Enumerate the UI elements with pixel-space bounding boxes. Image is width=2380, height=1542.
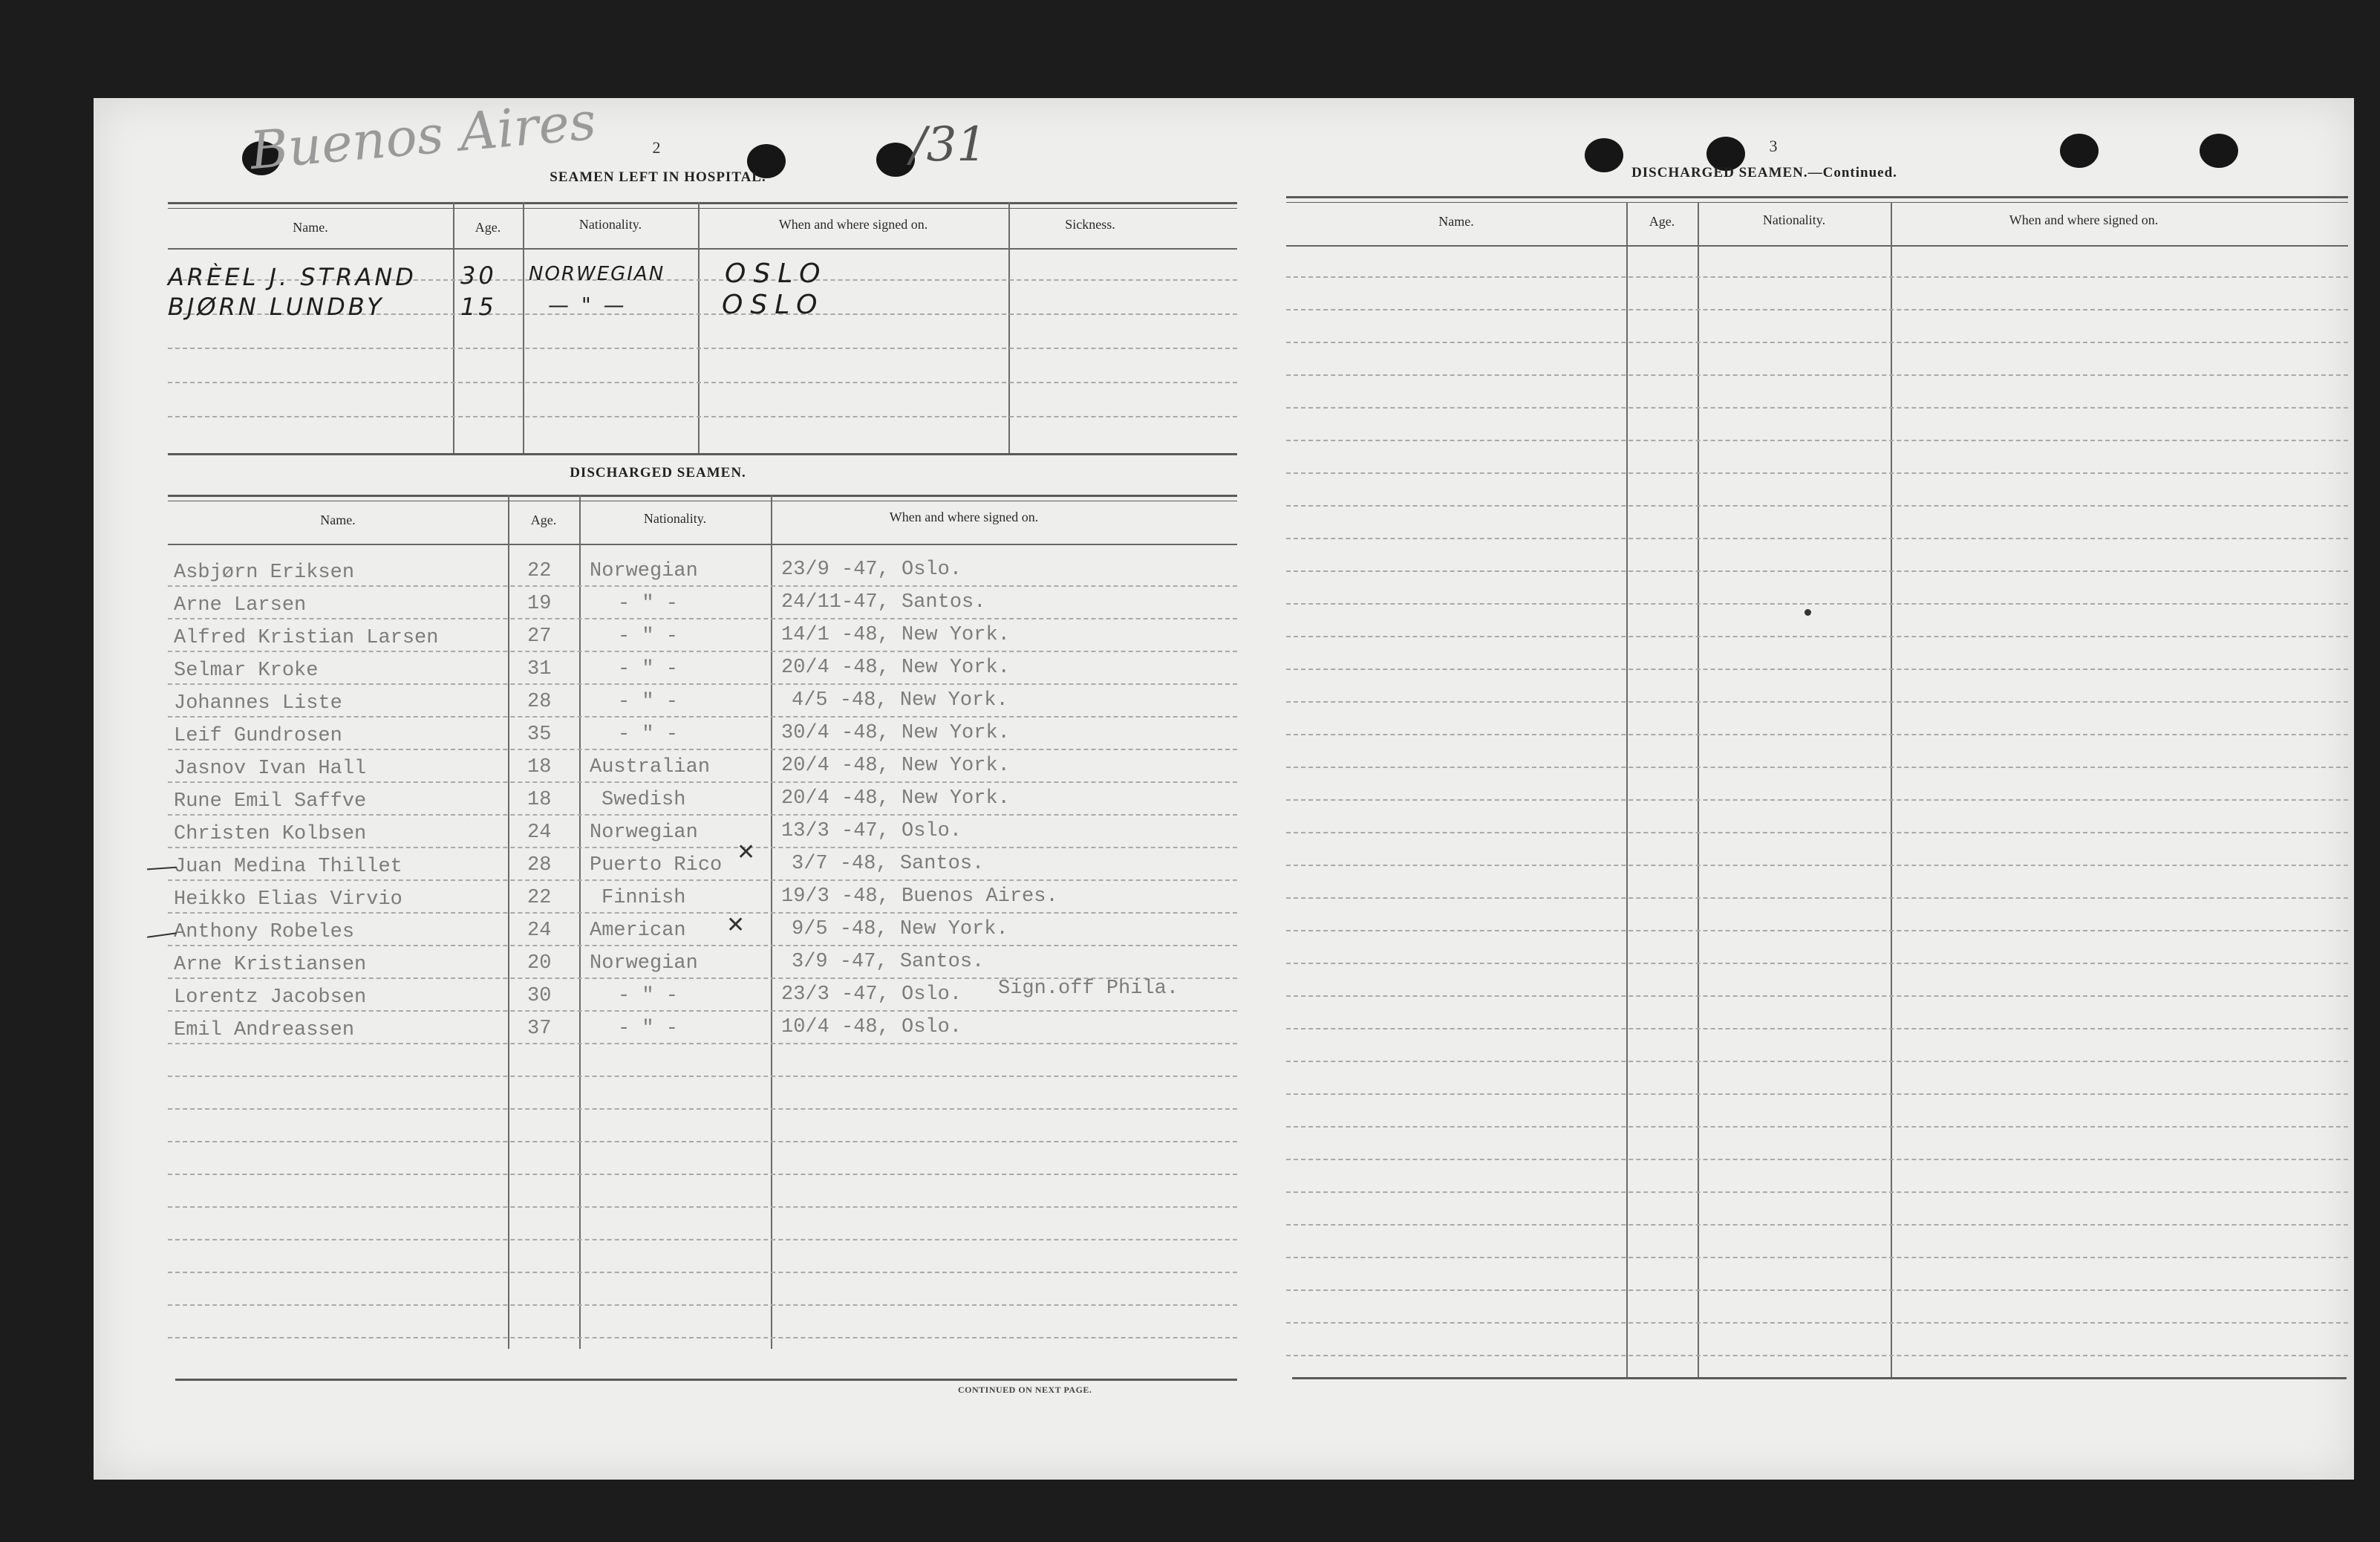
seaman-name: Rune Emil Saffve <box>174 790 367 813</box>
seaman-nationality: American <box>590 920 686 942</box>
seaman-name: Lorentz Jacobsen <box>174 986 367 1009</box>
rule <box>175 1379 1237 1381</box>
seaman-age: 18 <box>527 756 552 778</box>
ruled-line <box>168 1174 1237 1175</box>
seaman-signed-on: 4/5 -48, New York. <box>792 689 1008 712</box>
seaman-nationality: - " - <box>618 985 679 1007</box>
check-mark: ✕ <box>737 840 756 865</box>
ruled-line <box>168 1337 1237 1338</box>
ruled-line <box>168 1010 1237 1012</box>
ruled-line <box>168 945 1237 946</box>
ruled-line <box>1286 1322 2348 1324</box>
seaman-signed-on: 23/9 -47, Oslo. <box>781 559 962 581</box>
column-divider <box>508 495 509 1349</box>
ink-speck <box>1804 609 1811 616</box>
seaman-name: Heikko Elias Virvio <box>174 888 402 911</box>
rule <box>1286 196 2348 198</box>
seaman-age: 27 <box>527 625 552 648</box>
ruled-line <box>168 1206 1237 1208</box>
seaman-signed-on: 3/7 -48, Santos. <box>792 853 985 875</box>
ruled-line <box>1286 995 2348 997</box>
punch-hole <box>2060 134 2099 168</box>
seaman-nationality: Norwegian <box>590 560 698 582</box>
seaman-nationality: Australian <box>590 756 711 778</box>
seaman-age: 37 <box>527 1018 552 1040</box>
rule <box>1286 245 2348 247</box>
seaman-name: Alfred Kristian Larsen <box>174 627 439 649</box>
seaman-signed-on: 14/1 -48, New York. <box>781 624 1010 646</box>
rule <box>168 495 1237 497</box>
seaman-signed-on: 3/9 -47, Santos. <box>792 951 985 973</box>
seaman-signed-on: 23/3 -47, Oslo. <box>781 983 962 1006</box>
ruled-line <box>1286 505 2348 507</box>
discharged-col-name: Name. <box>320 513 356 527</box>
tick-dash <box>147 932 177 938</box>
ruled-line <box>168 879 1237 881</box>
ruled-line <box>168 716 1237 718</box>
hospital-col-signed-on: When and where signed on. <box>778 217 928 232</box>
ruled-line <box>168 618 1237 619</box>
ruled-line <box>1286 1159 2348 1160</box>
seaman-signed-on: 20/4 -48, New York. <box>781 657 1010 679</box>
rule <box>168 202 1237 204</box>
hospital-col-sickness: Sickness. <box>1065 217 1115 232</box>
hospital-row-nationality: — " — <box>548 293 627 317</box>
right-page-number: 3 <box>1769 137 1778 155</box>
ruled-line <box>168 912 1237 914</box>
ruled-line <box>1286 472 2348 474</box>
punch-hole <box>876 143 915 177</box>
seaman-name: Juan Medina Thillet <box>174 856 402 878</box>
discharged-col-nationality: Nationality. <box>643 511 707 526</box>
ruled-line <box>1286 1191 2348 1193</box>
rule <box>1286 202 2348 203</box>
ruled-line <box>1286 1061 2348 1062</box>
seaman-name: Arne Larsen <box>174 594 307 617</box>
seaman-age: 35 <box>527 723 552 746</box>
ruled-line <box>168 814 1237 816</box>
rule <box>168 208 1237 209</box>
ruled-line <box>168 683 1237 685</box>
ruled-line <box>1286 1126 2348 1128</box>
ruled-line <box>1286 668 2348 670</box>
pencil-number-annotation: /31 <box>910 117 987 172</box>
ruled-line <box>1286 1093 2348 1095</box>
seaman-name: Jasnov Ivan Hall <box>174 758 367 780</box>
ruled-line <box>1286 767 2348 768</box>
discharged-col-signed-on: When and where signed on. <box>889 510 1039 524</box>
rule <box>168 453 1237 455</box>
seaman-nationality: - " - <box>618 625 679 648</box>
ruled-line <box>1286 865 2348 866</box>
ruled-line <box>168 1272 1237 1273</box>
seaman-nationality: - " - <box>618 1018 679 1040</box>
hospital-row-nationality: NORWEGIAN <box>529 263 665 285</box>
seaman-name: Emil Andreassen <box>174 1019 355 1041</box>
seaman-signed-on: 9/5 -48, New York. <box>792 918 1008 940</box>
ruled-line <box>1286 1224 2348 1226</box>
ruled-line <box>1286 832 2348 833</box>
ruled-line <box>168 749 1237 750</box>
check-mark: ✕ <box>726 913 746 937</box>
hospital-col-name: Name. <box>293 220 328 235</box>
seaman-age: 22 <box>527 887 552 909</box>
column-divider <box>1698 202 1699 1377</box>
seaman-age: 30 <box>527 985 552 1007</box>
tick-dash <box>147 867 177 871</box>
discharged-col-age: Age. <box>530 513 557 527</box>
ruled-line <box>1286 963 2348 964</box>
left-page-number: 2 <box>652 138 661 157</box>
ruled-line <box>168 781 1237 783</box>
seaman-nationality: - " - <box>618 593 679 615</box>
seaman-signed-on: 20/4 -48, New York. <box>781 755 1010 777</box>
seaman-signed-on: 24/11-47, Santos. <box>781 591 986 614</box>
ruled-line <box>1286 1355 2348 1356</box>
hospital-row-age: 15 <box>460 293 497 321</box>
ruled-line <box>1286 636 2348 637</box>
ruled-line <box>168 585 1237 587</box>
ruled-line <box>1286 374 2348 376</box>
seaman-signed-on: 19/3 -48, Buenos Aires. <box>781 885 1058 908</box>
ruled-line <box>1286 276 2348 278</box>
column-divider <box>1626 202 1628 1377</box>
seaman-name: Selmar Kroke <box>174 660 319 682</box>
seaman-age: 28 <box>527 691 552 713</box>
ruled-line <box>1286 897 2348 899</box>
punch-hole <box>2200 134 2238 168</box>
seaman-signed-on: 10/4 -48, Oslo. <box>781 1016 962 1038</box>
hospital-col-nationality: Nationality. <box>578 217 642 232</box>
ruled-line <box>1286 701 2348 703</box>
seaman-age: 31 <box>527 658 552 680</box>
seaman-name: Arne Kristiansen <box>174 954 367 976</box>
ruled-line <box>168 416 1237 417</box>
seaman-age: 24 <box>527 920 552 942</box>
ruled-line <box>168 382 1237 383</box>
manifest-sheet <box>94 90 2354 1480</box>
ruled-line <box>1286 1028 2348 1029</box>
ruled-line <box>1286 440 2348 441</box>
seaman-signed-on: 30/4 -48, New York. <box>781 722 1010 744</box>
ruled-line <box>1286 538 2348 539</box>
column-divider <box>771 495 772 1349</box>
ruled-line <box>168 1239 1237 1240</box>
continued-footer: CONTINUED ON NEXT PAGE. <box>958 1385 1092 1395</box>
hospital-row-signed-on: OSLO <box>725 258 828 289</box>
hospital-row-signed-on: OSLO <box>722 290 825 320</box>
seaman-name: Anthony Robeles <box>174 921 355 943</box>
ruled-line <box>168 651 1237 652</box>
discharged-section-title: DISCHARGED SEAMEN. <box>570 465 746 481</box>
ruled-line <box>1286 603 2348 605</box>
ruled-line <box>1286 930 2348 931</box>
seaman-nationality: - " - <box>618 658 679 680</box>
right-col-name: Name. <box>1438 214 1474 229</box>
right-col-nationality: Nationality. <box>1762 212 1826 227</box>
seaman-nationality: Norwegian <box>590 822 698 844</box>
hospital-col-age: Age. <box>475 220 501 235</box>
right-col-age: Age. <box>1649 214 1675 229</box>
ruled-line <box>1286 570 2348 572</box>
rule <box>1292 1377 2347 1379</box>
hospital-row-name: ARÈEL J. STRAND <box>168 263 417 291</box>
right-section-title: DISCHARGED SEAMEN.—Continued. <box>1631 165 1897 180</box>
seaman-name: Leif Gundrosen <box>174 725 342 747</box>
seaman-name: Asbjørn Eriksen <box>174 562 355 584</box>
column-divider <box>579 495 581 1349</box>
ruled-line <box>1286 799 2348 801</box>
seaman-signed-on: 13/3 -47, Oslo. <box>781 820 962 842</box>
ruled-line <box>1286 734 2348 735</box>
seaman-age: 24 <box>527 822 552 844</box>
ruled-line <box>168 1141 1237 1142</box>
seaman-nationality: - " - <box>618 723 679 746</box>
seaman-nationality: Finnish <box>601 887 686 909</box>
seaman-name: Christen Kolbsen <box>174 823 367 845</box>
rule <box>168 248 1237 250</box>
seaman-age: 19 <box>527 593 552 615</box>
seaman-nationality: Swedish <box>601 789 686 811</box>
sign-off-note: Sign.off Phila. <box>998 977 1179 1000</box>
seaman-nationality: Norwegian <box>590 952 698 975</box>
ruled-line <box>168 1076 1237 1077</box>
column-divider <box>1891 202 1892 1377</box>
right-col-signed-on: When and where signed on. <box>2009 212 2159 227</box>
seaman-age: 22 <box>527 560 552 582</box>
seaman-nationality: - " - <box>618 691 679 713</box>
ruled-line <box>1286 407 2348 409</box>
hospital-row-name: BJØRN LUNDBY <box>168 293 385 321</box>
seaman-age: 20 <box>527 952 552 975</box>
ruled-line <box>168 1108 1237 1110</box>
ruled-line <box>168 847 1237 848</box>
seaman-signed-on: 20/4 -48, New York. <box>781 787 1010 810</box>
seaman-nationality: Puerto Rico <box>590 854 723 876</box>
ruled-line <box>1286 342 2348 343</box>
ruled-line <box>168 1043 1237 1044</box>
ruled-line <box>1286 1289 2348 1291</box>
seaman-age: 18 <box>527 789 552 811</box>
seaman-age: 28 <box>527 854 552 876</box>
ruled-line <box>168 348 1237 349</box>
hospital-section-title: SEAMEN LEFT IN HOSPITAL. <box>550 169 766 185</box>
ruled-line <box>1286 309 2348 310</box>
hospital-row-age: 30 <box>460 261 497 290</box>
rule <box>168 544 1237 545</box>
ruled-line <box>168 1304 1237 1306</box>
pencil-port-annotation: Buenos Aires <box>247 90 599 182</box>
seaman-name: Johannes Liste <box>174 692 342 715</box>
ruled-line <box>1286 1257 2348 1258</box>
